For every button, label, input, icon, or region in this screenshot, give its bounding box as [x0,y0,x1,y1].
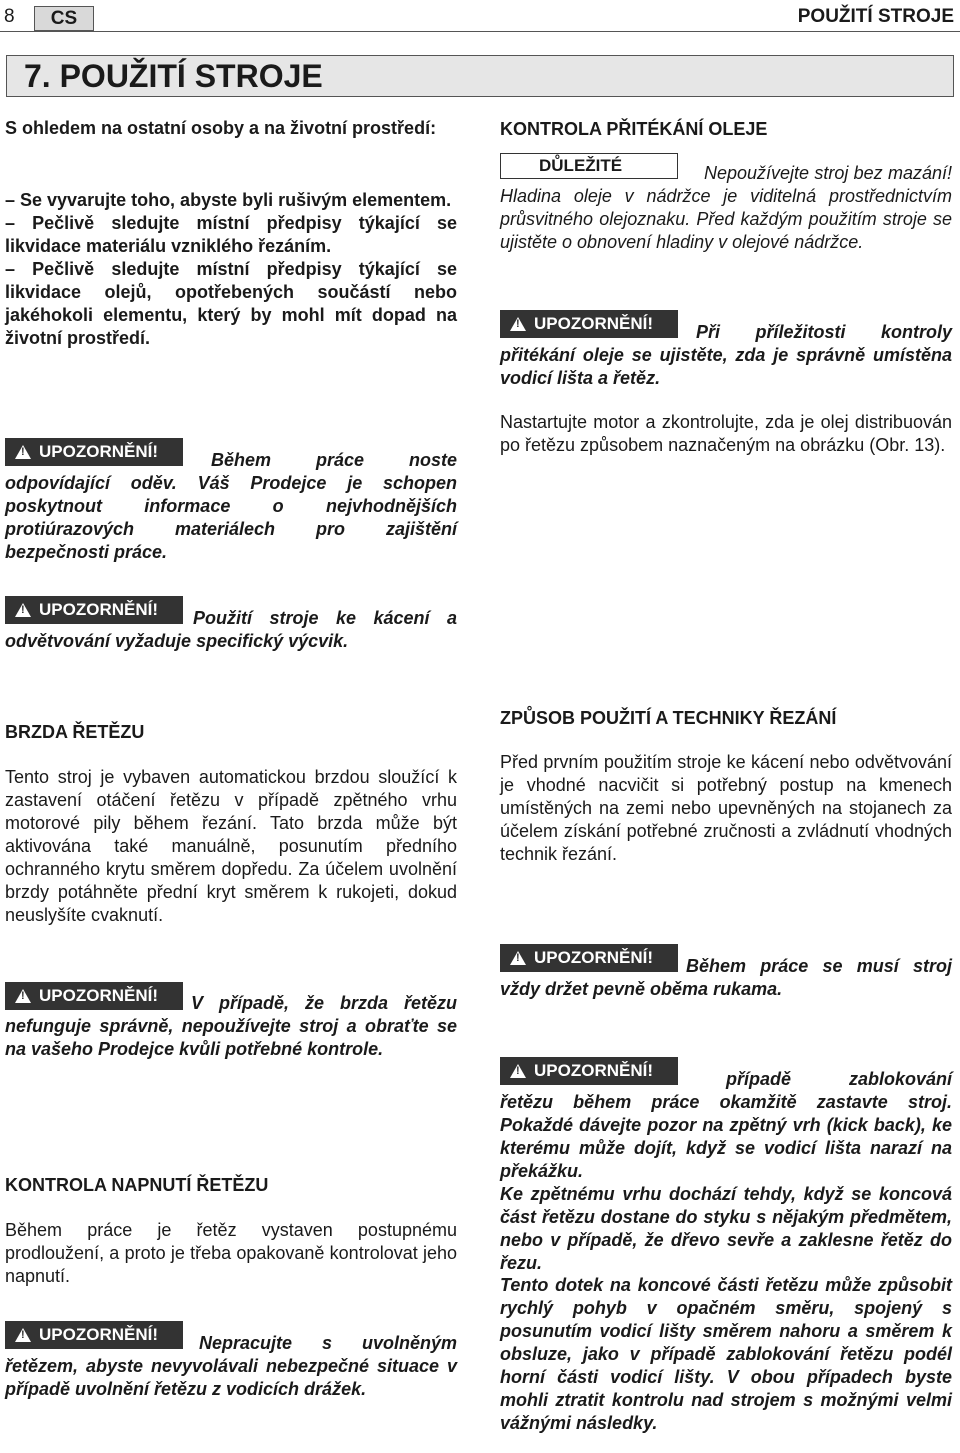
warning-badge: ! UPOZORNĚNÍ! [5,438,183,466]
warning-text: Při příležitosti kontroly přitékání oleje se ujistěte, zda je správně umístěna vodicí lišta a řetěz. [500,322,952,388]
section-heading: KONTROLA PŘITÉKÁNÍ OLEJE [500,119,768,139]
list-item: – Pečlivě sledujte místní předpisy týkající se likvidace materiálu vzniklého řezáním. [5,213,457,256]
list-item: – Pečlivě sledujte místní předpisy týkající se likvidace olejů, opotřebených součástí nebo jakéhokoli elementu, který by mohl mít dopad na životní prostředí. [5,259,457,348]
language-badge: CS [34,6,94,31]
section-heading: BRZDA ŘETĚZU [5,722,145,742]
warning-text: V případě, že brzda řetězu nefunguje správně, nepoužívejte stroj a obraťte se na vašeho Prodejce kvůli potřebné kontrole. [5,993,457,1059]
warning-badge: ! UPOZORNĚNÍ! [5,1321,183,1349]
warning-badge: ! UPOZORNĚNÍ! [500,310,678,338]
warning-text: případě zablokování řetězu během práce okamžitě zastavte stroj. Pokaždé dávejte pozor na zpětný vrh (kick back), ke kterému může dojít, když se vodicí lišta narazí na překážku. [500,1069,952,1181]
use-paragraph: Před prvním použitím stroje ke kácení nebo odvětvování je vhodné nacvičit si potřebný postup na kmenech umístěných na zemi nebo upevněných na stojanech za účelem získání potřebné zručnosti a zvládnutí vhodných technik řezání. [500,752,952,864]
important-text: Nepoužívejte stroj bez mazání! Hladina oleje v nádržce je viditelná prostřednictvím průsvitného olejoznaku. Před každým použitím stroje se ujistěte o obnovení hladiny v olejové nádržce. [500,163,952,252]
warning-badge: ! UPOZORNĚNÍ! [500,944,678,972]
warning-badge: ! UPOZORNĚNÍ! [500,1057,678,1085]
list-item: – Se vyvarujte toho, abyste byli rušivým elementem. [5,190,452,210]
important-badge: DŮLEŽITÉ [500,153,678,179]
tension-paragraph: Během práce je řetěz vystaven postupnému prodloužení, a proto je třeba opakovaně kontrolovat jeho napnutí. [5,1220,457,1286]
warning-badge: ! UPOZORNĚNÍ! [5,982,183,1010]
intro-text: S ohledem na ostatní osoby a na životní prostředí: [5,118,437,138]
warning-text: Během práce se musí stroj vždy držet pevně oběma rukama. [500,956,952,999]
kickback-paragraph: Ke zpětnému vrhu dochází tehdy, když se koncová část řetězu dostane do styku s nějakým předmětem, nebo v případě, že dřevo sevře a zaklesne řetěz do řezu. [500,1184,952,1273]
section-heading: ZPŮSOB POUŽITÍ A TECHNIKY ŘEZÁNÍ [500,708,837,728]
kickback-paragraph: Tento dotek na koncové části řetězu může způsobit rychlý pohyb v opačném směru, spojený s posunutím vodicí lišty směrem nahoru a směrem k obsluze, jako v případě zablokování řetězu podél horní části vodicí lišty. V obou případech byste mohli ztratit kontrolu nad strojem s možnými velmi vážnými následky. [500,1275,952,1433]
environment-list [5,189,457,350]
page-number: 8 [4,6,15,27]
chapter-title: 7. POUŽITÍ STROJE [24,58,323,94]
running-header: POUŽITÍ STROJE [797,6,954,27]
warning-text: Nepracujte s uvolněným řetězem, abyste nevyvolávali nebezpečné situace v případě uvolnění řetězu z vodicích drážek. [5,1333,457,1399]
warning-text: Použití stroje ke kácení a odvětvování vyžaduje specifický výcvik. [5,608,457,651]
warning-text: Během práce noste odpovídající oděv. Váš Prodejce je schopen poskytnout informace o nejvhodnějších protiúrazových materiálech pro zajištění bezpečnosti práce. [5,450,457,562]
header-divider [0,31,960,32]
warning-badge: ! UPOZORNĚNÍ! [5,596,183,624]
section-heading: KONTROLA NAPNUTÍ ŘETĚZU [5,1175,269,1195]
brake-paragraph: Tento stroj je vybaven automatickou brzdou sloužící k zastavení otáčení řetězu v případě zpětného vrhu motorové pily během řezání. Tato brzda může být aktivována také manuálně, posunutím předního ochranného krytu směrem dopředu. Za účelem uvolnění brzdy potáhněte přední kryt směrem k rukojeti, dokud neuslyšíte cvaknutí. [5,767,457,925]
oil-paragraph: Nastartujte motor a zkontrolujte, zda je olej distribuován po řetězu způsobem naznačeným na obrázku (Obr. 13). [500,412,952,455]
